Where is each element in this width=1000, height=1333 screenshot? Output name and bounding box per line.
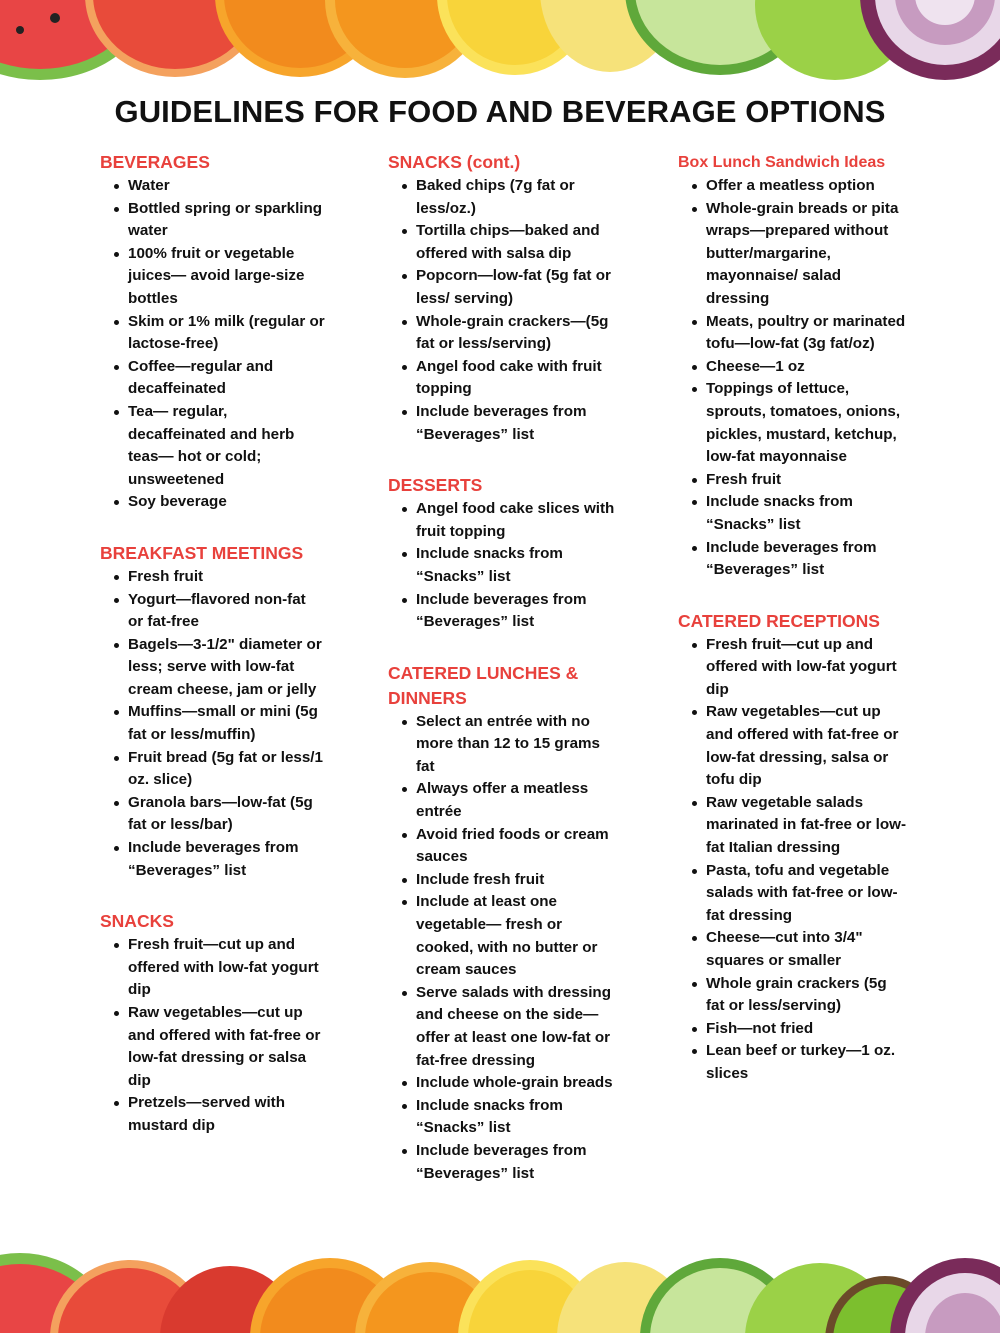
list-item: Muffins—small or mini (5g fat or less/muffin)	[128, 701, 325, 746]
page-title: GUIDELINES FOR FOOD AND BEVERAGE OPTIONS	[114, 94, 886, 129]
list-item: Pasta, tofu and vegetable salads with fat-free or low-fat dressing	[706, 860, 908, 928]
list-item: Whole-grain breads or pita wraps—prepared without butter/margarine, mayonnaise/ salad dressing	[706, 198, 908, 311]
section-heading: BREAKFAST MEETINGS	[100, 542, 304, 563]
section-heading: BEVERAGES	[100, 152, 210, 172]
list-item: Include snacks from “Snacks” list	[416, 543, 618, 588]
list-item: Whole grain crackers (5g fat or less/serving)	[706, 973, 908, 1018]
list-item: Bottled spring or sparkling water	[128, 198, 325, 243]
section-heading: CATERED LUNCHES & DINNERS	[388, 662, 579, 708]
list-item: Include fresh fruit	[416, 869, 618, 892]
list-item: Water	[128, 175, 325, 198]
section-heading: Box Lunch Sandwich Ideas	[678, 154, 886, 171]
list-item: Baked chips (7g fat or less/oz.)	[416, 175, 618, 220]
list-item: Always offer a meatless entrée	[416, 778, 618, 823]
list-item: Include beverages from “Beverages” list	[706, 537, 908, 582]
item-list	[678, 634, 908, 1086]
list-item: Whole-grain crackers—(5g fat or less/serving)	[416, 311, 618, 356]
bottom-fruit-band	[0, 1243, 1000, 1333]
list-item: Granola bars—low-fat (5g fat or less/bar)	[128, 792, 325, 837]
list-item: Serve salads with dressing and cheese on the side— offer at least one low-fat or fat-free dressing	[416, 982, 618, 1072]
list-item: Include beverages from “Beverages” list	[416, 1140, 618, 1185]
list-item: Include snacks from “Snacks” list	[416, 1095, 618, 1140]
list-item: Raw vegetables—cut up and offered with fat-free or low-fat dressing, salsa or tofu dip	[706, 701, 908, 791]
list-item: Include beverages from “Beverages” list	[416, 589, 618, 634]
list-item: Fresh fruit	[706, 469, 908, 492]
section-breakfast-meetings	[100, 541, 325, 882]
list-item: Raw vegetable salads marinated in fat-free or low-fat Italian dressing	[706, 792, 908, 860]
list-item: Avoid fried foods or cream sauces	[416, 824, 618, 869]
fruit-slices-illustration	[0, 1243, 1000, 1333]
list-item: Coffee—regular and decaffeinated	[128, 356, 325, 401]
column-2	[388, 150, 618, 1212]
column-3	[678, 150, 908, 1113]
list-item: Raw vegetables—cut up and offered with fat-free or low-fat dressing or salsa dip	[128, 1002, 325, 1092]
list-item: Toppings of lettuce, sprouts, tomatoes, onions, pickles, mustard, ketchup, low-fat mayonnaise	[706, 378, 908, 468]
list-item: Include snacks from “Snacks” list	[706, 491, 908, 536]
item-list	[388, 175, 618, 446]
fruit-slices-illustration	[0, 0, 1000, 90]
item-list	[678, 175, 908, 582]
section-catered-receptions	[678, 609, 908, 1086]
list-item: Meats, poultry or marinated tofu—low-fat (3g fat/oz)	[706, 311, 908, 356]
section-snacks	[100, 909, 325, 1137]
section-heading: CATERED RECEPTIONS	[678, 610, 880, 631]
list-item: Include beverages from “Beverages” list	[416, 401, 618, 446]
section-heading: DESSERTS	[388, 475, 483, 496]
item-list	[388, 498, 618, 634]
section-snacks-cont	[388, 150, 618, 446]
list-item: Cheese—cut into 3/4" squares or smaller	[706, 927, 908, 972]
section-box-lunch-sandwich-ideas	[678, 150, 908, 582]
list-item: Bagels—3-1/2" diameter or less; serve with low-fat cream cheese, jam or jelly	[128, 634, 325, 702]
list-item: Include whole-grain breads	[416, 1072, 618, 1095]
item-list	[100, 934, 325, 1137]
list-item: Offer a meatless option	[706, 175, 908, 198]
list-item: Skim or 1% milk (regular or lactose-free)	[128, 311, 325, 356]
list-item: Pretzels—served with mustard dip	[128, 1092, 325, 1137]
list-item: Angel food cake with fruit topping	[416, 356, 618, 401]
list-item: Fresh fruit—cut up and offered with low-fat yogurt dip	[706, 634, 908, 702]
column-1	[100, 150, 325, 1165]
item-list	[388, 711, 618, 1185]
list-item: Soy beverage	[128, 491, 325, 514]
list-item: Tea— regular, decaffeinated and herb teas— hot or cold; unsweetened	[128, 401, 325, 491]
list-item: Popcorn—low-fat (5g fat or less/ serving)	[416, 265, 618, 310]
section-heading: SNACKS	[100, 911, 174, 932]
list-item: Angel food cake slices with fruit topping	[416, 498, 618, 543]
section-catered-lunches-dinners	[388, 661, 618, 1185]
list-item: Lean beef or turkey—1 oz. slices	[706, 1040, 908, 1085]
list-item: Fish—not fried	[706, 1018, 908, 1041]
list-item: 100% fruit or vegetable juices— avoid large-size bottles	[128, 243, 325, 311]
list-item: Cheese—1 oz	[706, 356, 908, 379]
list-item: Include at least one vegetable— fresh or cooked, with no butter or cream sauces	[416, 891, 618, 981]
section-heading: SNACKS (cont.)	[388, 152, 521, 172]
item-list	[100, 566, 325, 882]
list-item: Fruit bread (5g fat or less/1 oz. slice)	[128, 747, 325, 792]
list-item: Yogurt—flavored non-fat or fat-free	[128, 589, 325, 634]
list-item: Select an entrée with no more than 12 to 15 grams fat	[416, 711, 618, 779]
top-fruit-band	[0, 0, 1000, 90]
item-list	[100, 175, 325, 514]
list-item: Fresh fruit	[128, 566, 325, 589]
list-item: Fresh fruit—cut up and offered with low-fat yogurt dip	[128, 934, 325, 1002]
section-beverages	[100, 150, 325, 514]
list-item: Include beverages from “Beverages” list	[128, 837, 325, 882]
section-desserts	[388, 473, 618, 634]
list-item: Tortilla chips—baked and offered with salsa dip	[416, 220, 618, 265]
